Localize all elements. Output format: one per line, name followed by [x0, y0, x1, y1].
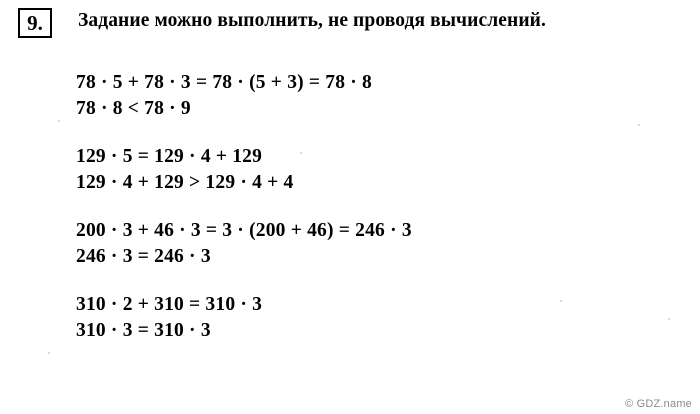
solution-line: 129 · 5 = 129 · 4 + 129	[76, 146, 263, 167]
solution-line: 78 · 8 < 78 · 9	[76, 98, 191, 119]
solution-line: 200 · 3 + 46 · 3 = 3 · (200 + 46) = 246 · 3	[76, 220, 412, 241]
solution-group	[76, 292, 690, 344]
solution-line: 310 · 2 + 310 = 310 · 3	[76, 294, 263, 315]
solution-line: 246 · 3 = 246 · 3	[76, 246, 211, 267]
site-watermark: © GDZ.name	[625, 398, 692, 410]
solution-group	[76, 70, 690, 122]
task-statement: Задание можно выполнить, не проводя вычислений.	[78, 10, 546, 31]
solution-line: 310 · 3 = 310 · 3	[76, 320, 211, 341]
scan-speck	[58, 120, 60, 122]
task-number-badge: 9.	[18, 8, 52, 38]
solution-line: 129 · 4 + 129 > 129 · 4 + 4	[76, 172, 294, 193]
solution-group	[76, 144, 690, 196]
task-header	[18, 8, 690, 38]
solution-line: 78 · 5 + 78 · 3 = 78 · (5 + 3) = 78 · 8	[76, 72, 372, 93]
scan-speck	[48, 352, 50, 354]
solution-body	[76, 70, 690, 344]
solution-group	[76, 218, 690, 270]
